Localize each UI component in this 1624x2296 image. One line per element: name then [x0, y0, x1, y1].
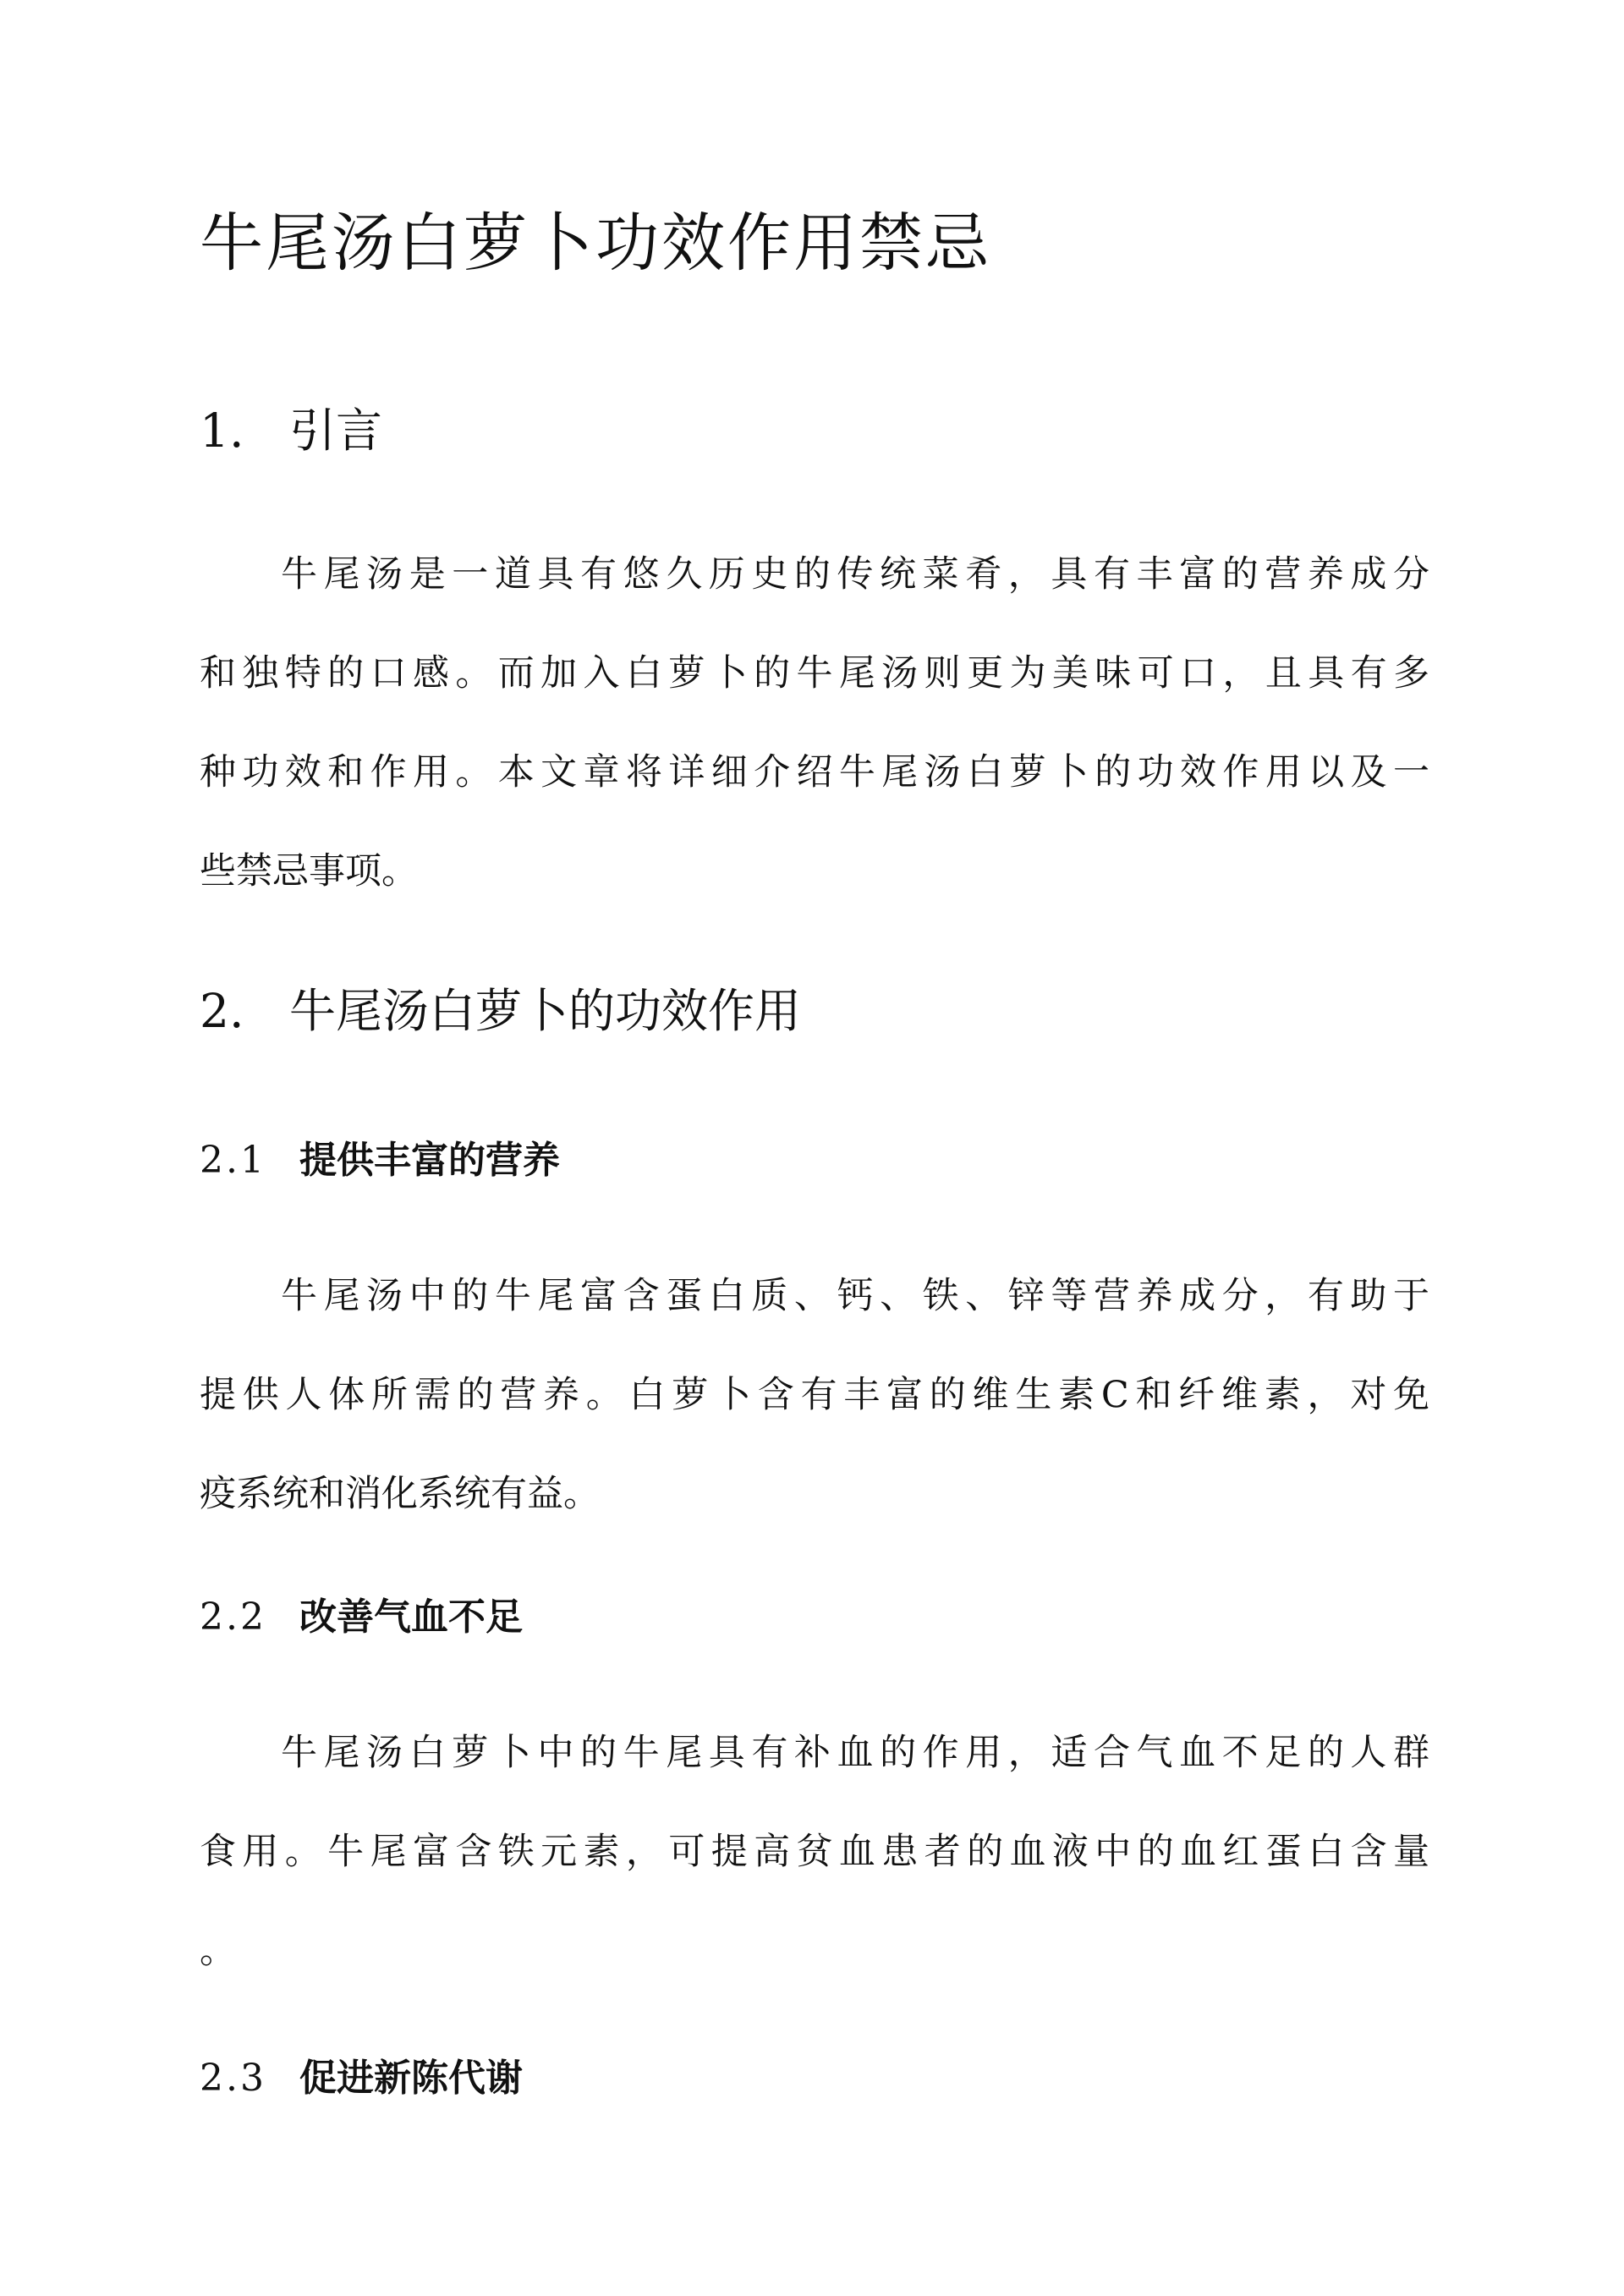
paragraph-line: 种功效和作用。本文章将详细介绍牛尾汤白萝卜的功效作用以及一 [200, 751, 1429, 794]
subsection-heading [200, 2056, 523, 2101]
paragraph [200, 1273, 1429, 1570]
subsection-title: 提供丰富的营养 [299, 1139, 560, 1182]
section-heading [200, 403, 382, 459]
paragraph-line: 些禁忌事项。 [200, 850, 418, 893]
section-title: 引言 [289, 404, 383, 458]
paragraph-line: 牛尾汤是一道具有悠久历史的传统菜肴，具有丰富的营养成分 [281, 553, 1429, 596]
document-title: 牛尾汤白萝卜功效作用禁忌 [200, 206, 992, 280]
subsection-title: 改善气血不足 [299, 1596, 523, 1639]
section-title: 牛尾汤白萝卜的功效作用 [289, 984, 802, 1038]
paragraph-line: 牛尾汤白萝卜中的牛尾具有补血的作用，适合气血不足的人群 [281, 1732, 1429, 1774]
paragraph-line: 食用。牛尾富含铁元素，可提高贫血患者的血液中的血红蛋白含量 [200, 1831, 1429, 1873]
subsection-number: 2.3 [200, 2057, 266, 2100]
paragraph-line: 疫系统和消化系统有益。 [200, 1473, 600, 1515]
subsection-number: 2.1 [200, 1139, 266, 1182]
section-number: 2. [200, 984, 244, 1038]
section-number: 1. [200, 404, 244, 458]
subsection-title: 促进新陈代谢 [299, 2057, 523, 2100]
paragraph [200, 1730, 1429, 2027]
section-heading [200, 983, 801, 1039]
subsection-heading [200, 1595, 523, 1640]
paragraph-line: 。 [200, 1930, 236, 1972]
paragraph-line: 提供人体所需的营养。白萝卜含有丰富的维生素C和纤维素，对免 [200, 1374, 1429, 1416]
subsection-heading [200, 1138, 560, 1184]
subsection-number: 2.2 [200, 1596, 266, 1639]
paragraph-line: 牛尾汤中的牛尾富含蛋白质、钙、铁、锌等营养成分，有助于 [281, 1275, 1429, 1317]
paragraph-line: 和独特的口感。而加入白萝卜的牛尾汤则更为美味可口，且具有多 [200, 652, 1429, 695]
paragraph [200, 552, 1429, 948]
